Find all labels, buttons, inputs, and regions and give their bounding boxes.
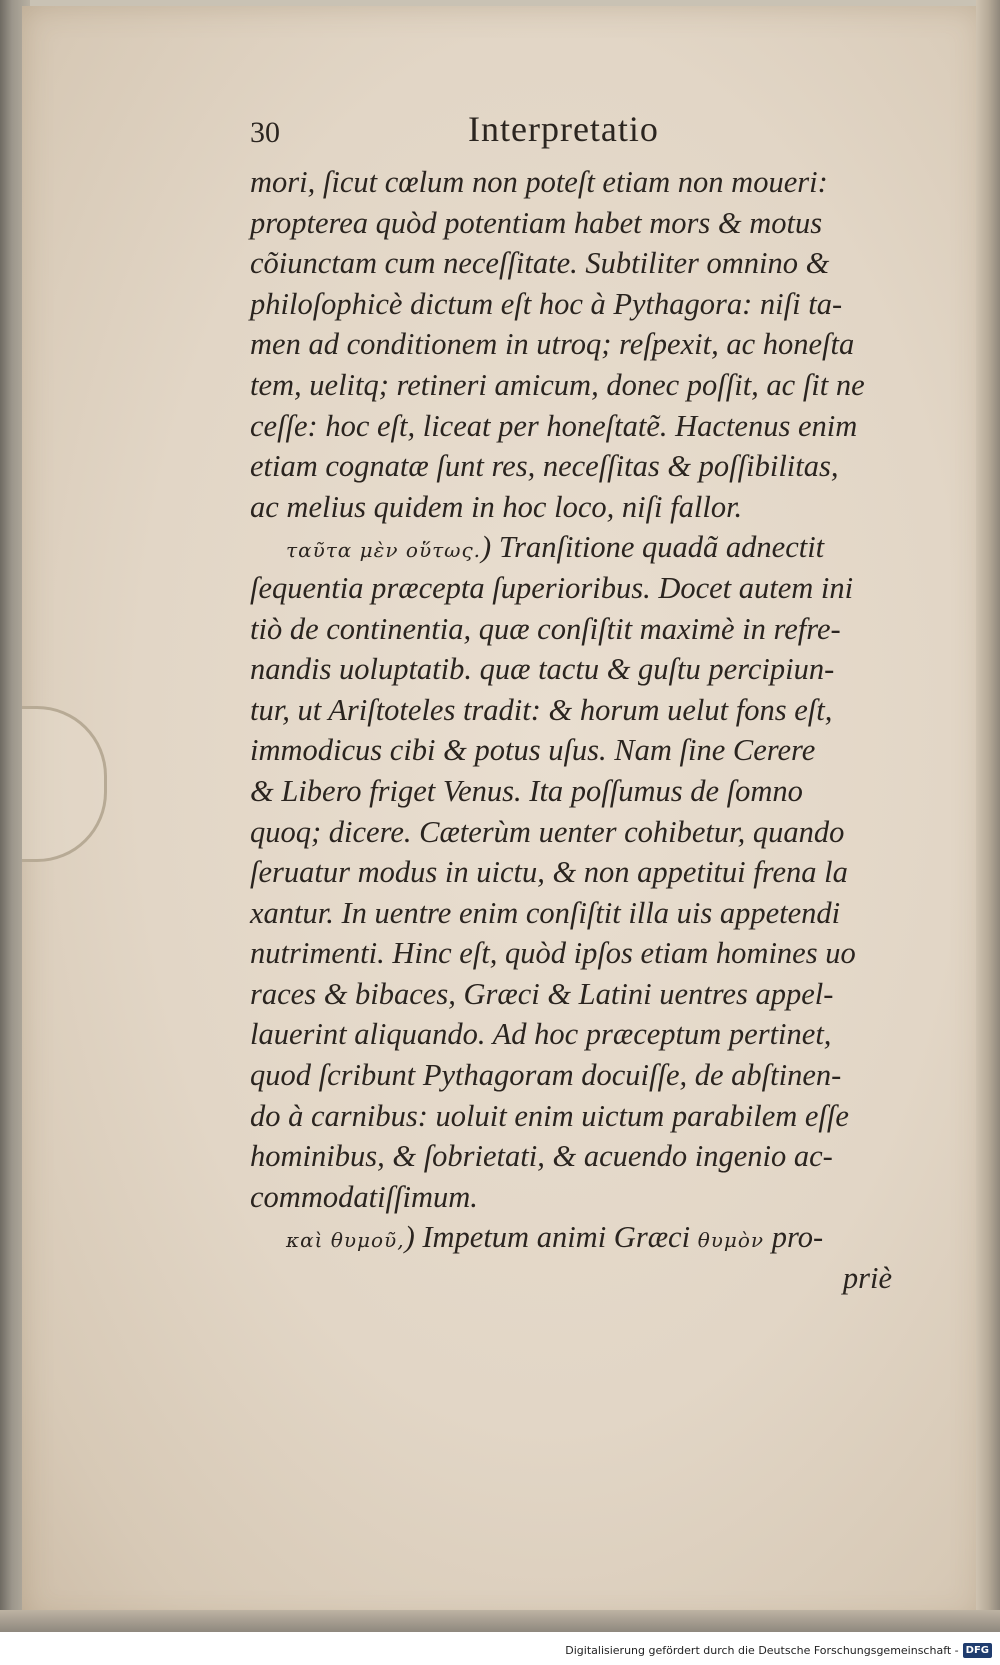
- text-line: [250, 1096, 910, 1137]
- body-text: [250, 162, 910, 1299]
- text-segment: immodicus cibi & potus uſus. Nam ſine Cerere: [250, 733, 816, 768]
- footer: [565, 1639, 992, 1661]
- text-segment: ac melius quidem in hoc loco, niſi fallor.: [250, 489, 743, 524]
- text-line: [250, 203, 910, 244]
- text-segment: xantur. In uentre enim conſiſtit illa uis appetendi: [250, 895, 841, 930]
- greek-lemma: θυμὸν: [697, 1228, 765, 1253]
- text-line: [250, 568, 910, 609]
- text-segment: men ad conditionem in utroq; reſpexit, ac honeſta: [250, 327, 855, 362]
- text-segment: pro-: [764, 1220, 824, 1255]
- text-segment: tem, uelitq; retineri amicum, donec poſſit, ac ſit ne: [250, 367, 865, 402]
- text-segment: hominibus, & ſobrietati, & acuendo ingenio ac-: [250, 1139, 833, 1174]
- text-segment: propterea quòd potentiam habet mors & motus: [250, 205, 823, 240]
- dfg-logo: DFG: [963, 1643, 992, 1658]
- text-line: [250, 649, 910, 690]
- text-line: [250, 365, 910, 406]
- text-segment: mori, ſicut cœlum non poteſt etiam non moueri:: [250, 165, 828, 199]
- text-segment: nandis uoluptatib. quæ tactu & guſtu percipiun-: [250, 652, 835, 687]
- text-segment: quoq; dicere. Cæterùm uenter cohibetur, quando: [250, 814, 845, 849]
- text-segment: cõiunctam cum neceſſitate. Subtiliter omnino &: [250, 246, 830, 281]
- catchword: priè: [842, 1261, 892, 1296]
- text-segment: & Libero friget Venus. Ita poſſumus de ſomno: [250, 773, 803, 808]
- book-right-edge: [976, 0, 1000, 1632]
- text-segment: ceſſe: hoc eſt, liceat per honeſtatẽ. Hactenus enim: [250, 408, 858, 443]
- text-segment: ſeruatur modus in uictu, & non appetitui frena la: [250, 855, 848, 890]
- text-segment: lauerint aliquando. Ad hoc præceptum pertinet,: [250, 1017, 832, 1052]
- text-line: [250, 1217, 910, 1258]
- text-line: [250, 446, 910, 487]
- text-line: [250, 690, 910, 731]
- text-segment: ſequentia præcepta ſuperioribus. Docet autem ini: [250, 570, 854, 605]
- text-segment: commodatiſſimum.: [250, 1179, 478, 1214]
- text-line: [250, 1055, 910, 1096]
- page-number: 30: [250, 116, 280, 149]
- text-line: [250, 1177, 910, 1218]
- text-line: [250, 893, 910, 934]
- text-line: [250, 609, 910, 650]
- text-line: [250, 324, 910, 365]
- text-line: [250, 852, 910, 893]
- page-tab-fold: [22, 706, 107, 862]
- running-title: Interpretatio: [468, 109, 659, 149]
- text-segment: quod ſcribunt Pythagoram docuiſſe, de abſtinen-: [250, 1058, 842, 1093]
- text-line: [250, 771, 910, 812]
- text-line: [250, 812, 910, 853]
- footer-text: Digitalisierung gefördert durch die Deutsche Forschungsgemeinschaft -: [565, 1643, 959, 1657]
- text-segment: tur, ut Ariſtoteles tradit: & horum uelut fons eſt,: [250, 692, 833, 727]
- text-segment: ) Tranſitione quadã adnectit: [481, 530, 825, 565]
- text-line: [250, 487, 910, 528]
- text-segment: philoſophicè dictum eſt hoc à Pythagora: niſi ta-: [250, 286, 843, 321]
- book-bottom-edge: [0, 1610, 1000, 1632]
- page-header: [250, 108, 730, 158]
- text-segment: tiò de continentia, quæ conſiſtit maximè in refre-: [250, 611, 841, 646]
- text-line: [250, 730, 910, 771]
- text-line: [250, 1136, 910, 1177]
- text-line: [250, 527, 910, 568]
- text-segment: etiam cognatæ ſunt res, neceſſitas & poſſibilitas,: [250, 449, 839, 484]
- text-line: [250, 1014, 910, 1055]
- text-line: [250, 162, 910, 203]
- text-segment: races & bibaces, Græci & Latini uentres appel-: [250, 976, 834, 1011]
- text-line: [250, 284, 910, 325]
- text-segment: nutrimenti. Hinc eſt, quòd ipſos etiam homines uo: [250, 936, 856, 971]
- text-line: [250, 933, 910, 974]
- catchword-line: [250, 1258, 910, 1299]
- text-segment: do à carnibus: uoluit enim uictum parabilem eſſe: [250, 1098, 849, 1133]
- text-segment: ) Impetum animi Græci: [404, 1220, 698, 1255]
- text-line: [250, 406, 910, 447]
- greek-lemma: ταῦτα μὲν οὕτως.: [286, 538, 482, 563]
- text-line: [250, 243, 910, 284]
- text-line: [250, 974, 910, 1015]
- greek-lemma: καὶ θυμοῦ,: [286, 1228, 405, 1253]
